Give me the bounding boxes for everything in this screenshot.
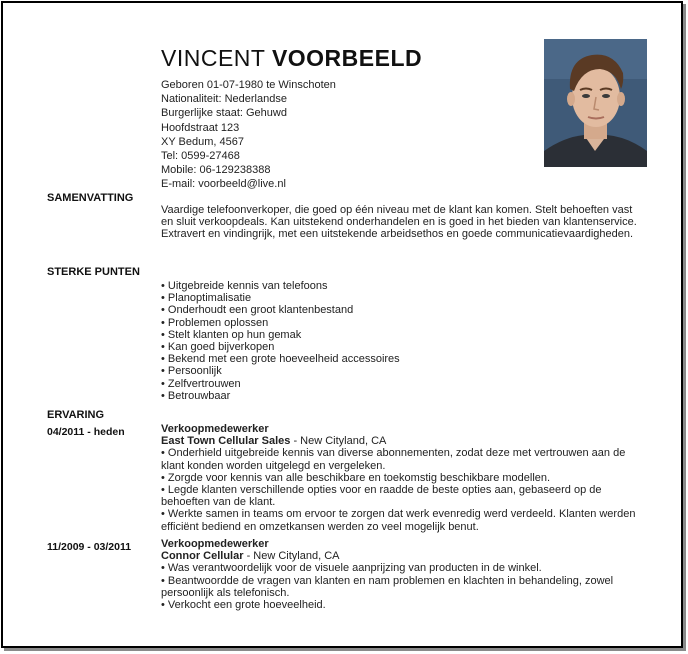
job-2-location: - New Cityland, CA	[243, 550, 340, 563]
contact-street: Hoofdstraat 123	[161, 121, 240, 134]
job-2	[161, 538, 641, 611]
last-name: VOORBEELD	[271, 45, 423, 71]
list-item: • Problemen oplossen	[161, 316, 269, 329]
list-item: • Onderhoudt een groot klantenbestand	[161, 304, 354, 317]
summary-heading: SAMENVATTING	[47, 192, 134, 204]
contact-birth: Geboren 01-07-1980 te Winschoten	[161, 79, 336, 91]
candidate-name	[161, 45, 422, 72]
strengths-list	[161, 280, 641, 402]
job-2-title: Verkoopmedewerker	[161, 538, 269, 550]
list-item: • Planoptimalisatie	[161, 292, 252, 305]
list-item: • Zelfvertrouwen	[161, 377, 241, 390]
job-1-title: Verkoopmedewerker	[161, 423, 269, 435]
list-item: • Legde klanten verschillende opties voor en raadde de beste opties aan, gebaseerd op de behoeften van de klant.	[161, 484, 602, 509]
list-item: • Verkocht een grote hoeveelheid.	[161, 599, 326, 612]
contact-marital-status: Burgerlijke staat: Gehuwd	[161, 107, 287, 120]
experience-heading: ERVARING	[47, 409, 105, 421]
list-item: • Was verantwoordelijk voor de visuele aanprijzing van producten in de winkel.	[161, 562, 542, 575]
list-item: • Persoonlijk	[161, 365, 222, 378]
job-1-dates: 04/2011 - heden	[47, 426, 125, 438]
job-2-bullets	[161, 562, 641, 611]
contact-nationality: Nationaliteit: Nederlandse	[161, 93, 287, 106]
first-name: VINCENT	[161, 45, 266, 71]
contact-details	[161, 78, 336, 192]
list-item: • Uitgebreide kennis van telefoons	[161, 280, 328, 292]
job-1-location: - New Cityland, CA	[290, 435, 387, 448]
list-item: • Stelt klanten op hun gemak	[161, 328, 302, 341]
list-item: • Betrouwbaar	[161, 389, 231, 402]
job-2-dates: 11/2009 - 03/2011	[47, 541, 132, 553]
job-1-company: East Town Cellular Sales	[161, 435, 291, 448]
list-item: • Bekend met een grote hoeveelheid accessoires	[161, 353, 400, 366]
list-item: • Onderhield uitgebreide kennis van diverse abonnementen, zodat deze met vertrouwen aan de klant konden worden uitgelegd en vergeleken.	[161, 447, 626, 472]
profile-photo	[544, 39, 647, 167]
summary-text: Vaardige telefoonverkoper, die goed op één niveau met de klant kan komen. Stelt behoeften vast en sluit verkoopdeals. Kan uitstekend onderhandelen en is goed in het bieden van klantenservice. Extravert en vindingrijk, met een uitstekende arbeidsethos en goede communicatievaardigheden.	[161, 204, 637, 241]
contact-phone: Tel: 0599-27468	[161, 150, 240, 163]
list-item: • Beantwoordde de vragen van klanten en nam problemen en klachten in behandeling, zowel persoonlijk als telefonisch.	[161, 574, 614, 599]
job-2-company: Connor Cellular	[161, 550, 244, 563]
list-item: • Zorgde voor kennis van alle beschikbare en toekomstig beschikbare modellen.	[161, 471, 551, 484]
job-1	[161, 423, 641, 533]
job-2-employer	[161, 550, 641, 562]
strengths-heading: STERKE PUNTEN	[47, 266, 140, 278]
job-1-employer	[161, 435, 641, 447]
resume-page	[1, 1, 683, 648]
contact-email: E-mail: voorbeeld@live.nl	[161, 178, 286, 191]
contact-mobile: Mobile: 06-129238388	[161, 164, 271, 177]
job-1-bullets	[161, 447, 641, 532]
list-item: • Werkte samen in teams om ervoor te zorgen dat werk evenredig werd verdeeld. Klanten werden efficiënt bediend en omzetkansen werden zo veel mogelijk benut.	[161, 508, 636, 533]
contact-postcode-city: XY Bedum, 4567	[161, 135, 244, 148]
list-item: • Kan goed bijverkopen	[161, 341, 275, 354]
